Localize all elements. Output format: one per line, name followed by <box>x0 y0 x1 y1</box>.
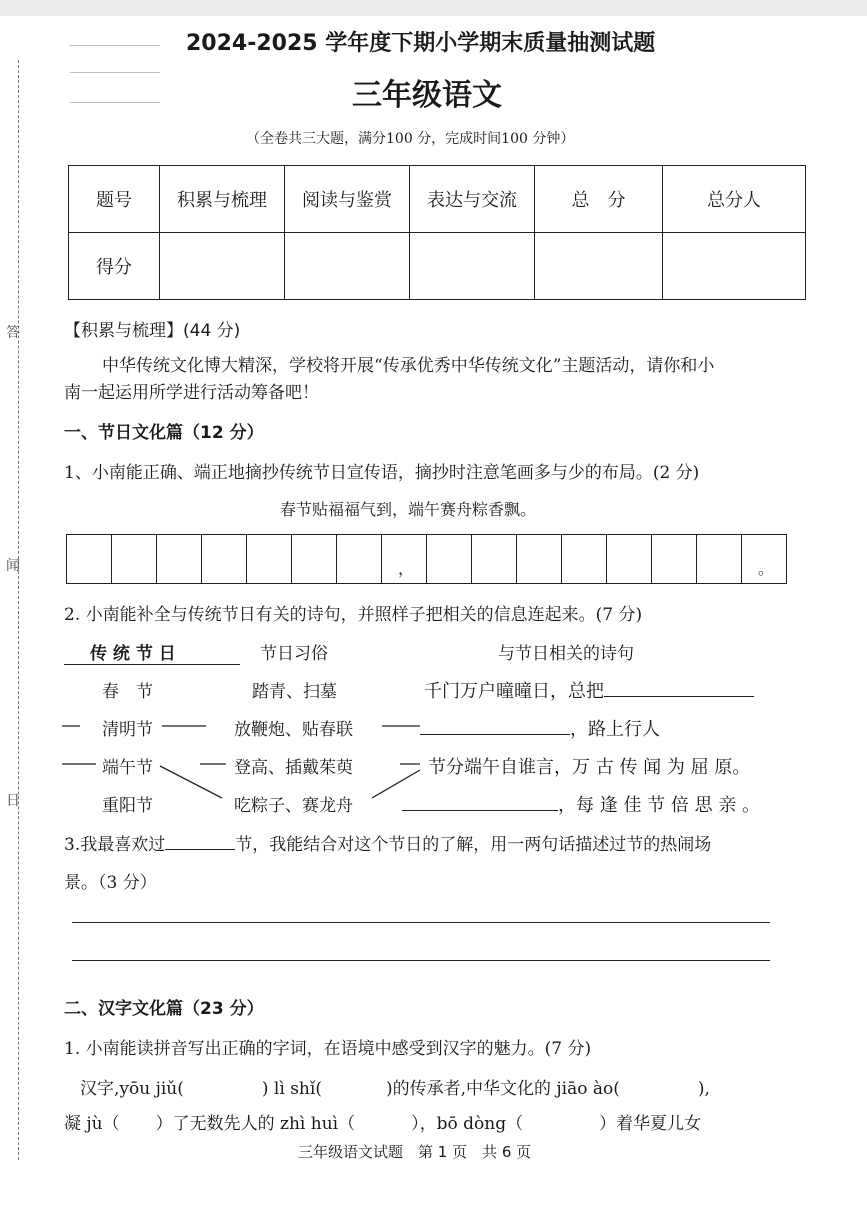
intro-line: 南一起运用所学进行活动筹备吧！ <box>64 383 319 403</box>
custom-item[interactable]: 放鞭炮、贴春联 <box>234 720 353 740</box>
question-3 <box>64 830 711 855</box>
example-link-festival-custom <box>160 766 222 798</box>
pinyin-text: 汉字,yōu jiǔ( <box>80 1079 184 1099</box>
custom-item[interactable]: 登高、插戴茱萸 <box>234 758 353 778</box>
exam-title: 2024-2025 学年度下期小学期末质量抽测试题 <box>186 31 656 56</box>
margin-mark: 日 <box>6 793 20 809</box>
pinyin-text: ), <box>697 1079 710 1099</box>
festival-blank[interactable] <box>165 831 235 850</box>
q3-text: 节，我能结合对这个节日的了解，用一两句话描述过节的热闹场 <box>235 835 712 855</box>
question-2: 2. 小南能补全与传统节日有关的诗句，并照样子把相关的信息连起来。(7 分) <box>64 605 643 625</box>
poem-blank[interactable] <box>420 716 570 735</box>
pinyin-text: ) lì shǐ( <box>261 1079 322 1099</box>
intro-line: 中华传统文化博大精深，学校将开展“传承优秀中华传统文化”主题活动，请你和小 <box>102 356 715 376</box>
pinyin-line-1 <box>80 1074 710 1099</box>
poem-text: 千门万户曈曈日，总把 <box>424 681 604 702</box>
part1-title: 一、节日文化篇（12 分） <box>64 423 264 443</box>
margin-mark: 闻 <box>6 558 20 574</box>
question-1: 1、小南能正确、端正地摘抄传统节日宣传语，摘抄时注意笔画多与少的布局。(2 分) <box>64 463 700 483</box>
margin-mark: 答 <box>6 325 20 341</box>
score-header: 积累与梳理 <box>160 166 285 233</box>
festival-item[interactable]: 清明节 <box>102 720 153 740</box>
pinyin-line-2 <box>64 1109 701 1134</box>
poem-line <box>420 715 660 741</box>
subject-title: 三年级语文 <box>352 78 502 113</box>
poem-blank[interactable] <box>604 678 754 697</box>
pinyin-text: ）了无数先人的 zhì huì（ <box>155 1114 356 1134</box>
poem-line <box>424 677 754 703</box>
score-header: 阅读与鉴赏 <box>285 166 410 233</box>
poem-line: 节分端午自谁言，万 古 传 闻 为 屈 原。 <box>428 757 751 778</box>
custom-item[interactable]: 吃粽子、赛龙舟 <box>234 796 353 816</box>
score-header: 表达与交流 <box>410 166 535 233</box>
part2-question-1: 1. 小南能读拼音写出正确的字词，在语境中感受到汉字的魅力。(7 分) <box>64 1039 592 1059</box>
grid-period: 。 <box>758 559 775 578</box>
writing-line[interactable] <box>72 960 770 961</box>
part2-title: 二、汉字文化篇（23 分） <box>64 999 264 1019</box>
poem-blank[interactable] <box>402 792 558 811</box>
score-header: 总 分 <box>535 166 663 233</box>
custom-item[interactable]: 踏青、扫墓 <box>252 682 337 702</box>
score-row-label: 得分 <box>69 233 160 300</box>
score-header: 题号 <box>69 166 160 233</box>
poem-text: ，每 逢 佳 节 倍 思 亲 。 <box>558 795 761 816</box>
poem-text: ，路上行人 <box>570 719 660 740</box>
festival-item[interactable]: 春 节 <box>102 682 153 702</box>
poem-line <box>402 791 760 817</box>
header-festival: 传 统 节 日 <box>90 644 176 664</box>
slogan: 春节贴福福气到，端午赛舟粽香飘。 <box>280 500 537 519</box>
grid-comma: ， <box>398 559 415 578</box>
pinyin-text: )的传承者,中华文化的 jiāo ào( <box>385 1079 620 1099</box>
section-title: 【积累与梳理】(44 分) <box>64 321 241 341</box>
header-custom: 节日习俗 <box>260 644 328 664</box>
pinyin-text: 凝 jù（ <box>64 1114 120 1134</box>
exam-note: （全卷共三大题，满分100 分，完成时间100 分钟） <box>246 131 575 147</box>
page-footer: 三年级语文试题 第 1 页 共 6 页 <box>298 1143 532 1161</box>
score-header: 总分人 <box>663 166 806 233</box>
header-poem: 与节日相关的诗句 <box>498 644 634 664</box>
festival-item[interactable]: 端午节 <box>102 758 153 778</box>
q3-text: 3.我最喜欢过 <box>64 835 166 855</box>
q3-line2: 景。（3 分） <box>64 873 157 893</box>
writing-line[interactable] <box>72 922 770 923</box>
pinyin-text: ），bō dòng（ <box>411 1114 524 1134</box>
pinyin-text: ）着华夏儿女 <box>599 1114 702 1134</box>
festival-item[interactable]: 重阳节 <box>102 796 153 816</box>
